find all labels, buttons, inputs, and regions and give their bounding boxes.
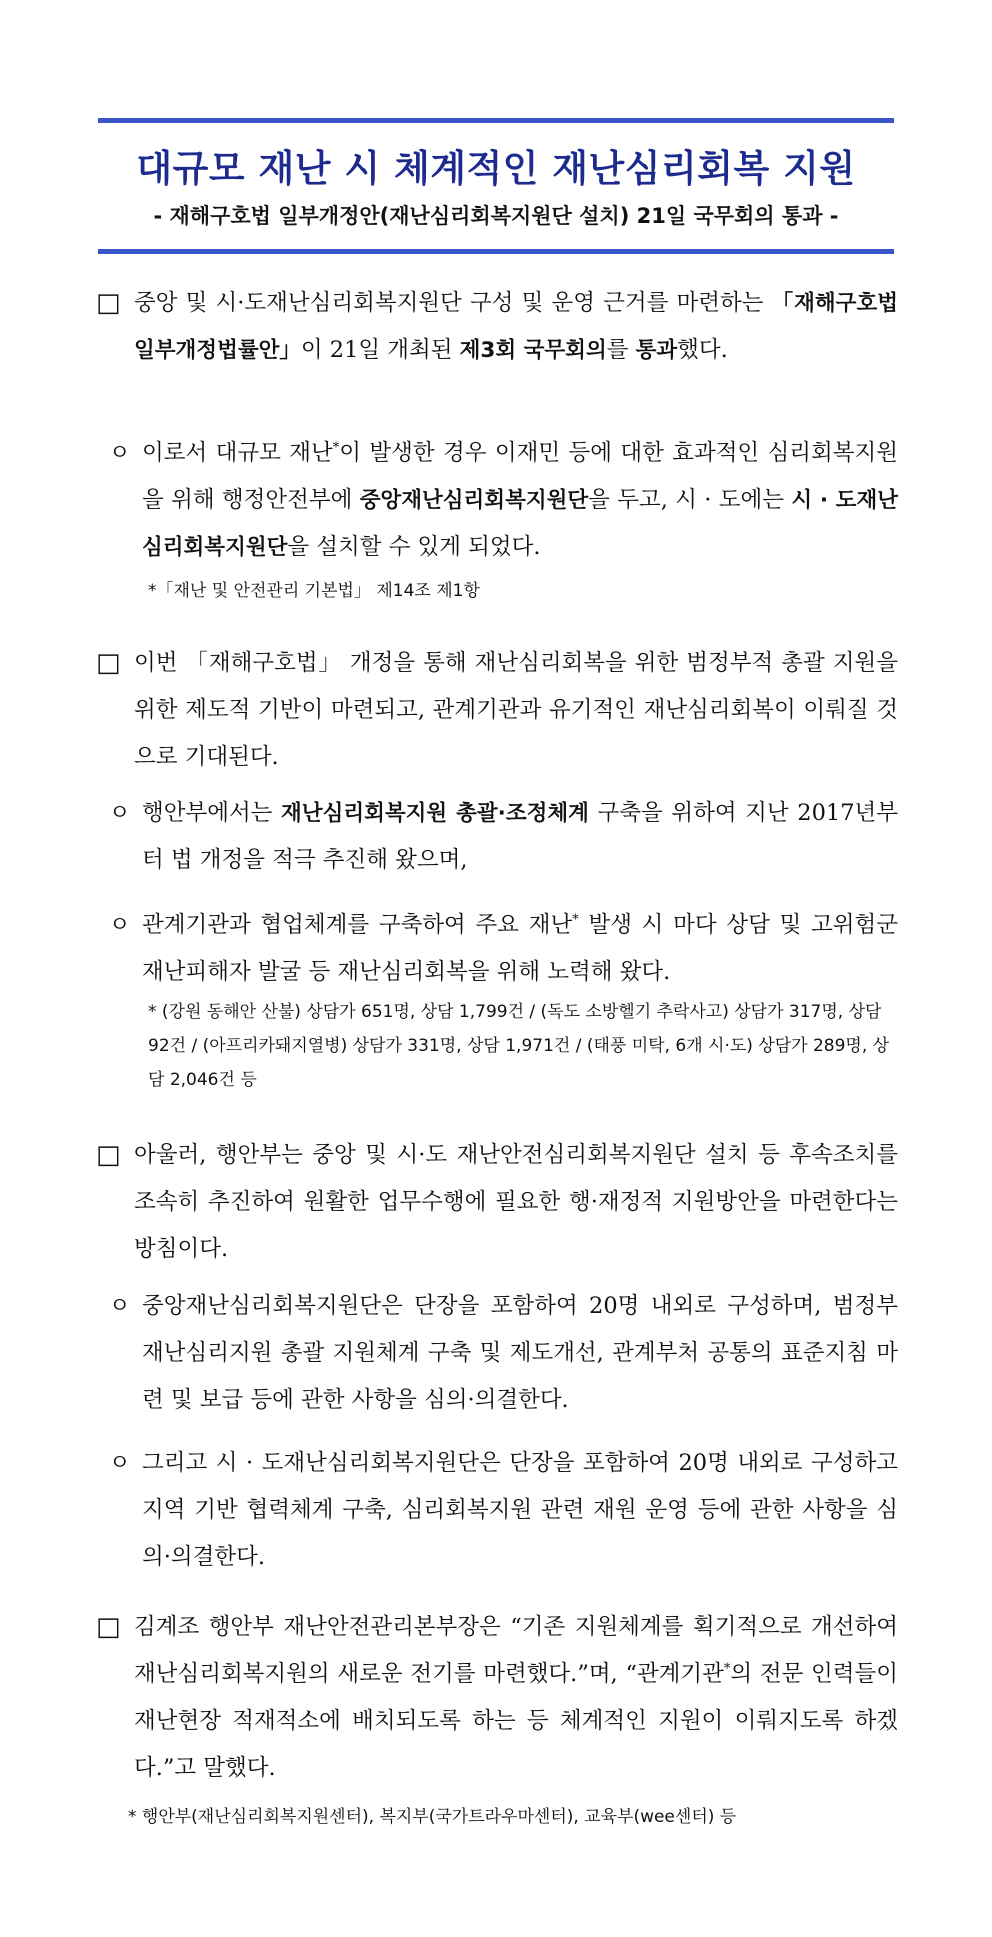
paragraph-2-text: 이번 「재해구호법」 개정을 통해 재난심리회복을 위한 범정부적 총괄 지원을 위한 제도적 기반이 마련되고, 관계기관과 유기적인 재난심리회복이 이뤄질 것으로 기대된다. <box>134 650 898 770</box>
circle-bullet-icon: ㅇ <box>109 801 131 826</box>
paragraph-2b <box>96 902 898 996</box>
header-top-rule <box>98 118 894 123</box>
paragraph-3 <box>96 1132 898 1273</box>
circle-bullet-icon: ㅇ <box>109 441 131 466</box>
footnote-3: * 행안부(재난심리회복지원센터), 복지부(국가트라우마센터), 교육부(wee센터) 등 <box>128 1807 737 1827</box>
circle-bullet-icon: ㅇ <box>109 913 131 938</box>
paragraph-2a <box>96 790 898 884</box>
circle-bullet-icon: ㅇ <box>109 1294 131 1319</box>
square-bullet-icon: □ <box>96 1140 121 1170</box>
page-title: 대규모 재난 시 체계적인 재난심리회복 지원 <box>136 147 856 190</box>
paragraph-3b-text: 그리고 시 · 도재난심리회복지원단은 단장을 포함하여 20명 내외로 구성하고 지역 기반 협력체계 구축, 심리회복지원 관련 재원 운영 등에 관한 사항을 심의·의결한다. <box>142 1450 898 1570</box>
paragraph-2a-text: 행안부에서는 재난심리회복지원 총괄·조정체계 구축을 위하여 지난 2017년부터 법 개정을 적극 추진해 왔으며, <box>142 800 898 873</box>
paragraph-3-text: 아울러, 행안부는 중앙 및 시·도 재난안전심리회복지원단 설치 등 후속조치를 조속히 추진하여 원활한 업무수행에 필요한 행·재정적 지원방안을 마련한다는 방침이다. <box>134 1142 898 1262</box>
footnote-1: *「재난 및 안전관리 기본법」 제14조 제1항 <box>148 581 480 601</box>
paragraph-1 <box>96 280 898 374</box>
header-bottom-rule <box>98 249 894 254</box>
square-bullet-icon: □ <box>96 288 121 318</box>
paragraph-3a <box>96 1283 898 1424</box>
paragraph-4 <box>96 1604 898 1792</box>
paragraph-2 <box>96 640 898 781</box>
paragraph-3a-text: 중앙재난심리회복지원단은 단장을 포함하여 20명 내외로 구성하며, 범정부 재난심리지원 총괄 지원체계 구축 및 제도개선, 관계부처 공통의 표준지침 마련 및 보급 등에 관한 사항을 심의·의결한다. <box>142 1293 898 1413</box>
paragraph-1-text: 중앙 및 시·도재난심리회복지원단 구성 및 운영 근거를 마련하는 「재해구호법 일부개정법률안」이 21일 개최된 제3회 국무회의를 통과했다. <box>134 290 898 363</box>
paragraph-1a <box>96 430 898 571</box>
footnote-2: * (강원 동해안 산불) 상담가 651명, 상담 1,799건 / (독도 소방헬기 추락사고) 상담가 317명, 상담 92건 / (아프리카돼지열병) 상담가 331명, 상담 1,971건 / (태풍 미탁, 6개 시·도) 상담가 289명, 상담 2,046건 등 <box>148 1002 890 1090</box>
square-bullet-icon: □ <box>96 1612 121 1642</box>
paragraph-1a-text: 이로서 대규모 재난*이 발생한 경우 이재민 등에 대한 효과적인 심리회복지원을 위해 행정안전부에 중앙재난심리회복지원단을 두고, 시 · 도에는 시 · 도재난심리회복지원단을 설치할 수 있게 되었다. <box>142 440 898 560</box>
page-subtitle: - 재해구호법 일부개정안(재난심리회복지원단 설치) 21일 국무회의 통과 - <box>153 204 839 228</box>
paragraph-4-text: 김계조 행안부 재난안전관리본부장은 “기존 지원체계를 획기적으로 개선하여 재난심리회복지원의 새로운 전기를 마련했다.”며, “관계기관*의 전문 인력들이 재난현장 적재적소에 배치되도록 하는 등 체계적인 지원이 이뤄지도록 하겠다.”고 말했다. <box>134 1614 899 1781</box>
square-bullet-icon: □ <box>96 648 121 678</box>
paragraph-2b-text: 관계기관과 협업체계를 구축하여 주요 재난* 발생 시 마다 상담 및 고위험군 재난피해자 발굴 등 재난심리회복을 위해 노력해 왔다. <box>142 912 899 985</box>
paragraph-3b <box>96 1440 898 1581</box>
circle-bullet-icon: ㅇ <box>109 1451 131 1476</box>
